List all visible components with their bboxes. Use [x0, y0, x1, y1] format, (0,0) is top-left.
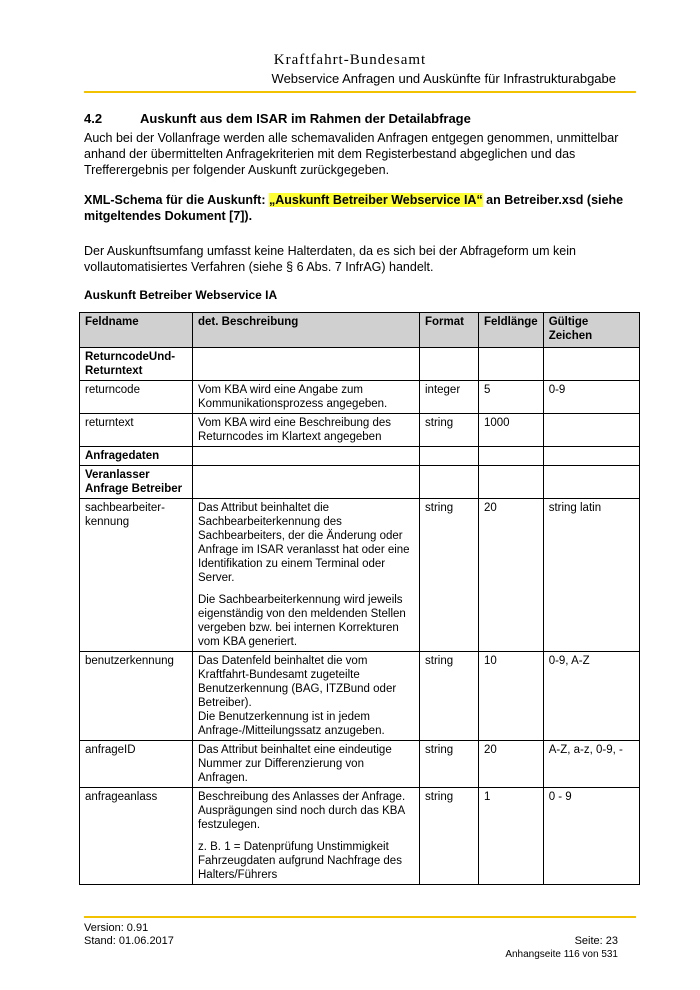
table-row: [80, 499, 640, 652]
cell-length: 10: [479, 652, 544, 741]
cell-length: 20: [479, 499, 544, 652]
cell-desc-part: Das Datenfeld beinhaltet die vom Kraftfahrt-Bundesamt zugeteilte Benutzerkennung (BAG, ITZBund oder Betreiber).: [198, 655, 397, 709]
table-header-row: [80, 313, 640, 348]
header-organization: Kraftfahrt-Bundesamt: [273, 52, 427, 68]
cell-desc-part: Das Attribut beinhaltet die Sachbearbeiterkennung des Sachbearbeiters, der die Änderung oder Anfrage im ISAR veranlasst hat oder eine Identifikation zu einem Terminal oder Server.: [198, 502, 410, 584]
cell-format: string: [420, 788, 479, 885]
header-rule: [84, 91, 636, 93]
cell-desc: Vom KBA wird eine Angabe zum Kommunikationsprozess angegeben.: [193, 381, 420, 414]
field-table: [79, 312, 640, 885]
cell-length: [479, 466, 544, 499]
cell-chars: [543, 447, 639, 466]
cell-format: [420, 466, 479, 499]
section-number: 4.2: [84, 111, 103, 126]
cell-format: integer: [420, 381, 479, 414]
table-caption: Auskunft Betreiber Webservice IA: [84, 288, 278, 302]
table-row: [80, 466, 640, 499]
cell-desc-gap: [198, 585, 414, 593]
footer-appendix: Anhangseite 116 von 531: [505, 949, 618, 960]
table-row: [80, 447, 640, 466]
cell-format: string: [420, 414, 479, 447]
cell-format: string: [420, 499, 479, 652]
footer-rule: [84, 916, 636, 918]
schema-prefix: XML-Schema für die Auskunft:: [84, 193, 269, 207]
cell-desc-gap: [198, 832, 414, 840]
footer-date: Stand: 01.06.2017: [84, 935, 174, 947]
cell-length: [479, 447, 544, 466]
cell-chars: 0-9, A-Z: [543, 652, 639, 741]
schema-paragraph: [84, 192, 624, 224]
cell-format: string: [420, 652, 479, 741]
cell-name: sachbearbeiter-kennung: [80, 499, 193, 652]
cell-format: string: [420, 741, 479, 788]
cell-chars: 0 - 9: [543, 788, 639, 885]
cell-desc: [193, 348, 420, 381]
cell-chars: [543, 414, 639, 447]
cell-length: [479, 348, 544, 381]
cell-chars: 0-9: [543, 381, 639, 414]
cell-desc: [193, 499, 420, 652]
table-row: [80, 414, 640, 447]
cell-desc: [193, 466, 420, 499]
cell-chars: [543, 466, 639, 499]
cell-format: [420, 348, 479, 381]
cell-format: [420, 447, 479, 466]
table-row: [80, 381, 640, 414]
cell-length: 1000: [479, 414, 544, 447]
cell-length: 5: [479, 381, 544, 414]
cell-length: 1: [479, 788, 544, 885]
cell-name: Veranlasser Anfrage Betreiber: [80, 466, 193, 499]
schema-suffix: an Betreiber.xsd (siehe mitgeltendes Dokument [7]).: [84, 193, 624, 223]
cell-name: returncode: [80, 381, 193, 414]
cell-desc-part: Die Sachbearbeiterkennung wird jeweils eigenständig von den meldenden Stellen vergeben bzw. bei internen Korrekturen vom KBA generiert.: [198, 594, 406, 648]
cell-desc-part: Die Benutzerkennung ist in jedem Anfrage-/Mitteilungssatz anzugeben.: [198, 711, 385, 737]
footer-left: [84, 922, 174, 948]
header-title: Webservice Anfragen und Auskünfte für Infrastrukturabgabe: [271, 71, 616, 86]
cell-name: returntext: [80, 414, 193, 447]
footer-page: Seite: 23: [574, 935, 618, 947]
header-beschreibung: det. Beschreibung: [193, 313, 420, 348]
section-heading: [84, 111, 471, 126]
header-feldlaenge: Feldlänge: [479, 313, 544, 348]
section-title: Auskunft aus dem ISAR im Rahmen der Detailabfrage: [140, 111, 471, 126]
cell-name: ReturncodeUnd-Returntext: [80, 348, 193, 381]
footer-version: Version: 0.91: [84, 922, 149, 934]
cell-desc: [193, 652, 420, 741]
footer-right: [460, 935, 618, 961]
cell-name: benutzerkennung: [80, 652, 193, 741]
cell-desc-part: Ausprägungen sind noch durch das KBA festzulegen.: [198, 805, 405, 831]
cell-desc: [193, 788, 420, 885]
scope-paragraph: Der Auskunftsumfang umfasst keine Halterdaten, da es sich bei der Abfrageform um kein vollautomatisiertes Verfahren (siehe § 6 Abs. 7 InfrAG) handelt.: [84, 244, 576, 274]
header-format: Format: [420, 313, 479, 348]
table-row: [80, 652, 640, 741]
cell-length: 20: [479, 741, 544, 788]
cell-desc-part: Beschreibung des Anlasses der Anfrage.: [198, 791, 406, 803]
cell-name: anfrageID: [80, 741, 193, 788]
schema-highlight: „Auskunft Betreiber Webservice IA“: [268, 193, 483, 207]
cell-desc: Das Attribut beinhaltet eine eindeutige Nummer zur Differenzierung von Anfragen.: [193, 741, 420, 788]
table-row: [80, 788, 640, 885]
cell-desc: Vom KBA wird eine Beschreibung des Returncodes im Klartext angegeben: [193, 414, 420, 447]
table-row: [80, 348, 640, 381]
header-gueltige-zeichen: Gültige Zeichen: [543, 313, 639, 348]
cell-chars: [543, 348, 639, 381]
table-row: [80, 741, 640, 788]
intro-paragraph: Auch bei der Vollanfrage werden alle schemavaliden Anfragen entgegen genommen, unmittelbar anhand der übermittelten Anfragekriterien mit dem Registerbestand abgeglichen und das Trefferergebnis per folgender Auskunft zurückgegeben.: [84, 131, 619, 177]
cell-name: anfrageanlass: [80, 788, 193, 885]
header-feldname: Feldname: [80, 313, 193, 348]
cell-desc-part: z. B. 1 = Datenprüfung Unstimmigkeit Fahrzeugdaten aufgrund Nachfrage des Halters/Führers: [198, 841, 402, 881]
cell-name: Anfragedaten: [80, 447, 193, 466]
cell-chars: string latin: [543, 499, 639, 652]
cell-desc: [193, 447, 420, 466]
cell-chars: A-Z, a-z, 0-9, -: [543, 741, 639, 788]
